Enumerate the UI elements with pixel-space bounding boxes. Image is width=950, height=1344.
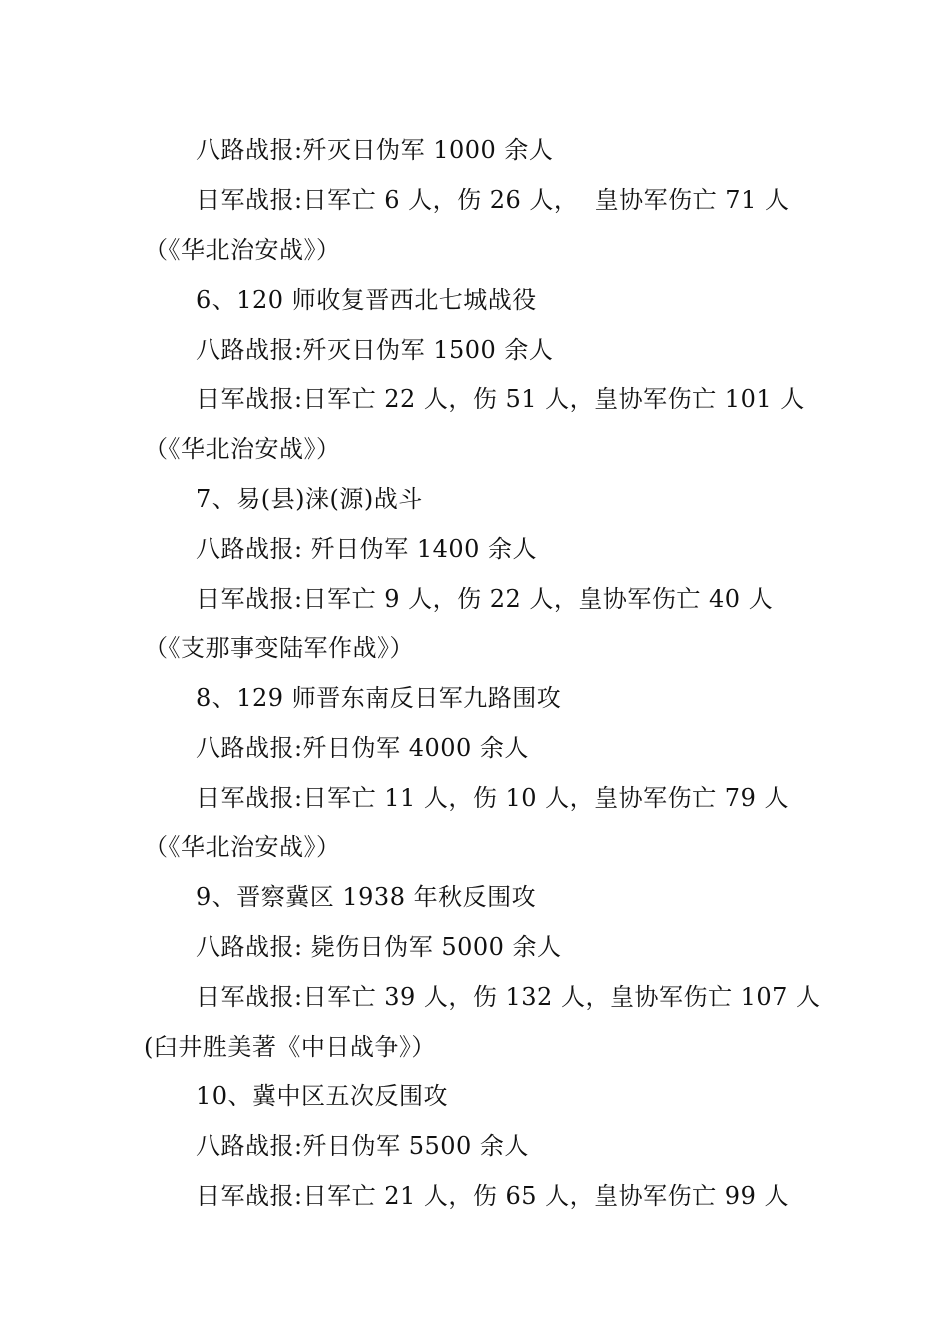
text-line-12: 8、129 师晋东南反日军九路围攻 xyxy=(196,684,562,712)
text-line-1: 八路战报:歼灭日伪军 1000 余人 xyxy=(196,136,554,164)
text-line-9: 八路战报: 歼日伪军 1400 余人 xyxy=(196,535,538,563)
text-line-3: （《华北治安战》） xyxy=(144,236,341,264)
text-line-17: 八路战报: 毙伤日伪军 5000 余人 xyxy=(196,933,562,961)
text-line-15: （《华北治安战》） xyxy=(144,833,341,861)
text-line-21: 八路战报:歼日伪军 5500 余人 xyxy=(196,1132,529,1160)
text-line-8: 7、易(县)涞(源)战斗 xyxy=(196,485,423,513)
text-line-2: 日军战报:日军亡 6 人，伤 26 人， 皇协军伤亡 71 人 xyxy=(196,186,790,214)
text-line-19: (臼井胜美著《中日战争》） xyxy=(144,1033,436,1061)
text-line-14: 日军战报:日军亡 11 人，伤 10 人，皇协军伤亡 79 人 xyxy=(196,784,789,812)
text-line-4: 6、120 师收复晋西北七城战役 xyxy=(196,286,537,314)
text-line-13: 八路战报:歼日伪军 4000 余人 xyxy=(196,734,529,762)
text-line-22: 日军战报:日军亡 21 人，伤 65 人，皇协军伤亡 99 人 xyxy=(196,1182,789,1210)
text-line-10: 日军战报:日军亡 9 人，伤 22 人，皇协军伤亡 40 人 xyxy=(196,585,774,613)
text-line-11: （《支那事变陆军作战》） xyxy=(144,634,414,662)
text-line-5: 八路战报:歼灭日伪军 1500 余人 xyxy=(196,336,554,364)
text-line-16: 9、晋察冀区 1938 年秋反围攻 xyxy=(196,883,537,911)
text-line-7: （《华北治安战》） xyxy=(144,435,341,463)
text-line-6: 日军战报:日军亡 22 人，伤 51 人，皇协军伤亡 101 人 xyxy=(196,385,805,413)
text-line-20: 10、冀中区五次反围攻 xyxy=(196,1082,449,1110)
text-line-18: 日军战报:日军亡 39 人，伤 132 人，皇协军伤亡 107 人 xyxy=(196,983,821,1011)
